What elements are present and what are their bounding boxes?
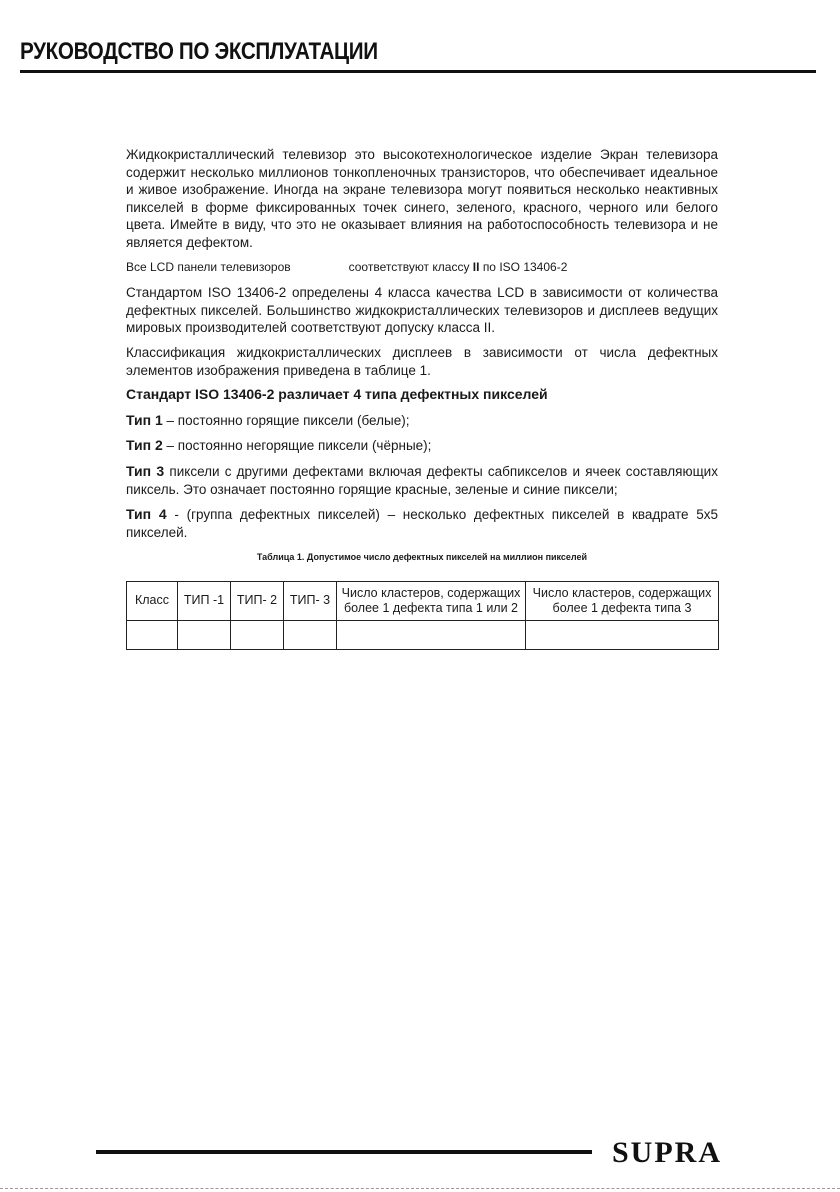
header-cell-type-1: ТИП -1 xyxy=(178,581,231,620)
table-cell xyxy=(526,620,719,649)
document-body xyxy=(126,146,718,650)
lcd-note-part-c: по ISO 13406-2 xyxy=(482,259,568,274)
table-cell xyxy=(231,620,284,649)
table-cell xyxy=(178,620,231,649)
section-heading: Стандарт ISO 13406-2 различает 4 типа дефектных пикселей xyxy=(126,386,548,403)
header-divider xyxy=(20,70,816,73)
lcd-note-part-a: Все LCD панели телевизоров xyxy=(126,259,291,274)
type-3-line xyxy=(126,463,718,498)
type-2-label: Тип 2 xyxy=(126,437,163,454)
type-4-label: Тип 4 xyxy=(126,506,167,523)
table-caption: Таблица 1. Допустимое число дефектных пикселей на миллион пикселей xyxy=(256,552,588,563)
type-4-line xyxy=(126,506,718,541)
type-2-text: – постоянно негорящие пиксели (чёрные); xyxy=(166,438,432,454)
type-1-text: – постоянно горящие пиксели (белые); xyxy=(166,412,410,428)
table-cell xyxy=(284,620,337,649)
defect-table xyxy=(126,581,719,650)
standard-paragraph: Стандартом ISO 13406-2 определены 4 класса качества LCD в зависимости от количества дефектных пикселей. Большинство жидкокристаллических телевизоров и дисплеев ведущих мировых производителей соответствуют допуску класса II. xyxy=(126,285,718,336)
table-row xyxy=(127,620,719,649)
header-cell-class: Класс xyxy=(127,581,178,620)
type-1-line xyxy=(126,412,718,430)
page-edge-dashes xyxy=(0,1188,840,1189)
type-4-text: - (группа дефектных пикселей) – несколько дефектных пикселей в квадрате 5х5 пикселей. xyxy=(126,507,718,540)
classification-paragraph: Классификация жидкокристаллических дисплеев в зависимости от числа дефектных элементов изображения приведена в таблице 1. xyxy=(126,344,718,378)
page-title: РУКОВОДСТВО ПО ЭКСПЛУАТАЦИИ xyxy=(20,38,378,65)
type-1-label: Тип 1 xyxy=(126,411,163,428)
header-cell-clusters-1-2: Число кластеров, содержащих более 1 дефекта типа 1 или 2 xyxy=(337,581,526,620)
header-cell-type-3: ТИП- 3 xyxy=(284,581,337,620)
type-3-label: Тип 3 xyxy=(126,462,165,479)
type-2-line xyxy=(126,437,718,455)
lcd-note-class: II xyxy=(472,259,480,274)
table-cell xyxy=(127,620,178,649)
header-cell-type-2: ТИП- 2 xyxy=(231,581,284,620)
type-3-text: пиксели с другими дефектами включая дефекты сабпикселов и ячеек составляющих пиксель. Это означает постоянно горящие красные, зеленые и синие пиксели; xyxy=(126,463,718,497)
footer-divider xyxy=(96,1150,592,1154)
lcd-class-note xyxy=(126,259,718,277)
lcd-note-part-b: соответствуют классу xyxy=(348,259,470,274)
table-cell xyxy=(337,620,526,649)
intro-paragraph: Жидкокристаллический телевизор это высокотехнологическое изделие Экран телевизора содержит несколько миллионов тонкопленочных транзисторов, что обеспечивает идеальное и живое изображение. Иногда на экране телевизора могут появиться несколько неактивных пикселей в форме фиксированных точек синего, зеленого, красного, черного или белого цвета. Имейте в виду, что это не оказывает влияния на работоспособность телевизора и не является дефектом. xyxy=(126,147,718,250)
header-cell-clusters-3: Число кластеров, содержащих более 1 дефекта типа 3 xyxy=(526,581,719,620)
table-header-row xyxy=(127,581,719,620)
supra-logo: SUPRA xyxy=(612,1136,723,1169)
